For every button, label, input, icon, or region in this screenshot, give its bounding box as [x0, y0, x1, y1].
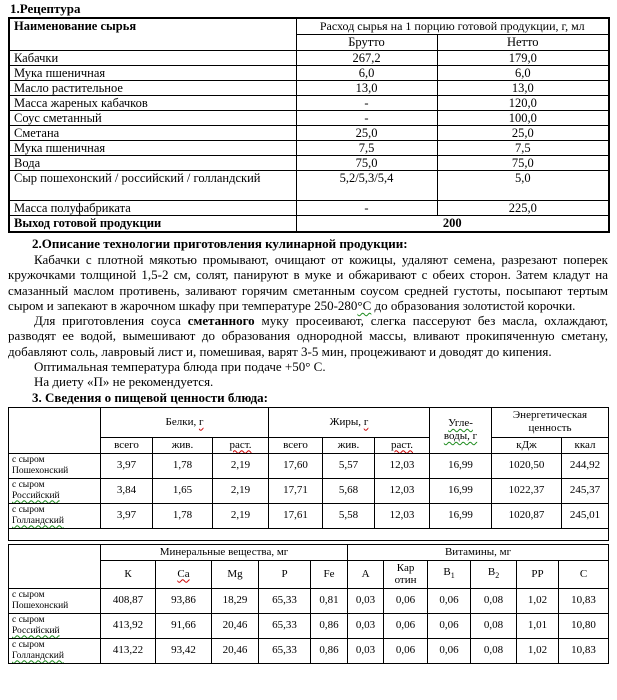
- ingredient-netto: 75,0: [437, 155, 609, 170]
- cell-value: 65,33: [259, 613, 311, 638]
- cell-value: 0,06: [428, 613, 471, 638]
- nutrition-table-macro: [8, 407, 609, 541]
- ingredient-name: Вода: [9, 155, 296, 170]
- ingredient-netto: 100,0: [437, 110, 609, 125]
- kcal-header: ккал: [562, 437, 609, 453]
- yield-label: Выход готовой продукции: [9, 215, 296, 232]
- table-row: [9, 638, 609, 663]
- cell-value: 0,06: [384, 613, 428, 638]
- row-label-line2: Голландский: [12, 515, 64, 526]
- p1-text-end: до образования золотистой корочки.: [371, 297, 576, 313]
- yield-row: [9, 215, 609, 232]
- cell-value: 413,92: [101, 613, 156, 638]
- b2-base: В: [487, 566, 496, 579]
- vitamin-a-header: А: [348, 560, 384, 588]
- ingredient-brutto: 25,0: [296, 125, 437, 140]
- calcium-header: Са: [156, 560, 212, 588]
- cell-value: 0,03: [348, 638, 384, 663]
- ingredient-name: Масса полуфабриката: [9, 200, 296, 215]
- table-row: [9, 80, 609, 95]
- consumption-post: , мл: [565, 19, 585, 33]
- diet-row-label: [9, 588, 101, 613]
- netto-header: Нетто: [437, 34, 609, 50]
- row-label-line2: Пошехонский: [12, 600, 69, 611]
- ingredient-name: Сметана: [9, 125, 296, 140]
- tech-paragraph-1: [8, 252, 608, 313]
- cell-value: 1,02: [517, 638, 559, 663]
- ingredient-brutto: 267,2: [296, 50, 437, 65]
- row-label-line1: с сыром: [12, 614, 45, 625]
- ingredient-brutto: 75,0: [296, 155, 437, 170]
- cell-value: 20,46: [212, 638, 259, 663]
- p2-text: Для приготовления соуса: [34, 313, 188, 329]
- section2-title: 2.Описание технологии приготовления кулинарной продукции:: [32, 236, 408, 251]
- fat-label: Жиры,: [329, 415, 364, 428]
- b2-subscript: 2: [495, 571, 500, 581]
- cell-value: 2,19: [213, 478, 269, 503]
- vitamin-b1-header: [428, 560, 471, 588]
- cell-value: 17,61: [269, 503, 323, 528]
- table-row: [9, 155, 609, 170]
- recipe-table: [8, 17, 610, 233]
- cell-value: 93,86: [156, 588, 212, 613]
- cell-value: 20,46: [212, 613, 259, 638]
- carb-line2: воды, г: [443, 430, 478, 443]
- carotene-line2: отин: [394, 574, 417, 587]
- cell-value: 10,83: [559, 588, 609, 613]
- row-label-line1: с сыром: [12, 589, 45, 600]
- cell-value: 3,97: [101, 503, 153, 528]
- fat-total-header: всего: [269, 437, 323, 453]
- cell-value: 245,37: [562, 478, 609, 503]
- cell-value: 0,06: [428, 638, 471, 663]
- cell-value: 12,03: [375, 453, 430, 478]
- cell-value: 245,01: [562, 503, 609, 528]
- vitamins-group-header: Витамины, мг: [348, 544, 609, 560]
- cell-value: 0,08: [471, 638, 517, 663]
- cell-value: 1020,50: [492, 453, 562, 478]
- protein-plant-header: раст.: [213, 437, 269, 453]
- cell-value: 1,65: [153, 478, 213, 503]
- cell-value: 5,68: [323, 478, 375, 503]
- ingredient-brutto: 7,5: [296, 140, 437, 155]
- cell-value: 16,99: [430, 453, 492, 478]
- table-row: [9, 613, 609, 638]
- ingredient-brutto: -: [296, 200, 437, 215]
- fat-animal-header: жив.: [323, 437, 375, 453]
- carb-header: [430, 407, 492, 453]
- cell-value: 93,42: [156, 638, 212, 663]
- cell-value: 65,33: [259, 588, 311, 613]
- cell-value: 12,03: [375, 478, 430, 503]
- tech-paragraph-3: Оптимальная температура блюда при подаче +50° С.: [34, 359, 326, 375]
- diet-row-label: [9, 478, 101, 503]
- p2-text-end: муку просеивают, слегка пассеруют без масла, охлаждают, разводят ее водой, вымешивают до образования однородной массы, вливают прокипяченную сметану, добавляют соль, лавровый лист и, помешивая, варят 3-5 мин, процеживают и доводят до кипения.: [8, 313, 609, 359]
- recipe-consumption-header: [296, 18, 609, 34]
- cell-value: 408,87: [101, 588, 156, 613]
- ingredient-name: Мука пшеничная: [9, 65, 296, 80]
- cell-value: 244,92: [562, 453, 609, 478]
- fat-plant-header: раст.: [375, 437, 430, 453]
- ingredient-netto: 6,0: [437, 65, 609, 80]
- cell-value: 16,99: [430, 503, 492, 528]
- row-label-line1: с сыром: [12, 454, 45, 465]
- cell-value: 1,78: [153, 503, 213, 528]
- cell-value: 0,06: [384, 588, 428, 613]
- ingredient-brutto: -: [296, 110, 437, 125]
- section3-title: 3. Сведения о пищевой ценности блюда:: [32, 389, 268, 405]
- table-row: [9, 453, 609, 478]
- ingredient-name: Мука пшеничная: [9, 140, 296, 155]
- ingredient-netto: 13,0: [437, 80, 609, 95]
- row-label-line2: Российский: [12, 625, 60, 636]
- row-label-line2: Российский: [12, 490, 60, 501]
- table-row: [9, 125, 609, 140]
- cell-value: 17,71: [269, 478, 323, 503]
- table-row: [9, 110, 609, 125]
- cell-value: 3,97: [101, 453, 153, 478]
- cell-value: 0,81: [311, 588, 348, 613]
- cell-value: 3,84: [101, 478, 153, 503]
- phosphorus-header: Р: [259, 560, 311, 588]
- table-row: [9, 200, 609, 215]
- fat-unit: г: [363, 415, 369, 428]
- protein-unit: г: [198, 415, 204, 428]
- protein-total-header: всего: [101, 437, 153, 453]
- vitamin-pp-header: РР: [517, 560, 559, 588]
- tech-paragraph-4: На диету «П» не рекомендуется.: [34, 374, 214, 390]
- recipe-header-row-1: [9, 18, 609, 34]
- ingredient-brutto: -: [296, 95, 437, 110]
- cell-value: 16,99: [430, 478, 492, 503]
- cell-value: 0,06: [384, 638, 428, 663]
- cell-value: 0,08: [471, 588, 517, 613]
- table-row: [9, 588, 609, 613]
- table-row: [9, 478, 609, 503]
- tech-paragraph-2: [8, 313, 608, 359]
- table-row: [9, 503, 609, 528]
- b1-subscript: 1: [450, 571, 455, 581]
- row-label-line2: Пошехонский: [12, 465, 69, 476]
- diet-row-label: [9, 613, 101, 638]
- empty-spacer-cell: [9, 528, 609, 540]
- p1-degree: °С: [357, 297, 372, 313]
- cell-value: 0,03: [348, 613, 384, 638]
- nutrition2-header-row-1: [9, 544, 609, 560]
- ingredient-netto: 25,0: [437, 125, 609, 140]
- ingredient-brutto: 6,0: [296, 65, 437, 80]
- ingredient-brutto: 5,2/5,3/5,4: [296, 170, 437, 200]
- vitamin-b2-header: [471, 560, 517, 588]
- cell-value: 10,83: [559, 638, 609, 663]
- cell-value: 17,60: [269, 453, 323, 478]
- p2-bold-word: сметанного: [187, 313, 255, 329]
- protein-group-header: [101, 407, 269, 437]
- cell-value: 5,57: [323, 453, 375, 478]
- empty-row: [9, 528, 609, 540]
- cell-value: 10,80: [559, 613, 609, 638]
- cell-value: 0,86: [311, 613, 348, 638]
- nutrition2-corner-cell: [9, 544, 101, 588]
- cell-value: 0,86: [311, 638, 348, 663]
- vitamin-c-header: С: [559, 560, 609, 588]
- magnesium-header: Mg: [212, 560, 259, 588]
- ingredient-netto: 7,5: [437, 140, 609, 155]
- diet-row-label: [9, 503, 101, 528]
- potassium-header: К: [101, 560, 156, 588]
- cell-value: 1,02: [517, 588, 559, 613]
- ingredient-name: Сыр пошехонский / российский / голландский: [9, 170, 296, 200]
- cell-value: 1022,37: [492, 478, 562, 503]
- recipe-name-header: Наименование сырья: [9, 18, 296, 50]
- table-row: [9, 50, 609, 65]
- ingredient-name: Кабачки: [9, 50, 296, 65]
- minerals-group-header: Минеральные вещества, мг: [101, 544, 348, 560]
- ingredient-brutto: 13,0: [296, 80, 437, 95]
- row-label-line2: Голландский: [12, 650, 64, 661]
- ingredient-netto: 179,0: [437, 50, 609, 65]
- ingredient-netto: 5,0: [437, 170, 609, 200]
- kj-header: кДж: [492, 437, 562, 453]
- b1-base: В: [443, 566, 451, 579]
- cell-value: 0,06: [428, 588, 471, 613]
- nutrition-table-micro: [8, 544, 609, 664]
- nutrition1-corner-cell: [9, 407, 101, 453]
- yield-value: 200: [296, 215, 609, 232]
- table-row: [9, 140, 609, 155]
- ingredient-name: Соус сметанный: [9, 110, 296, 125]
- cell-value: 1020,87: [492, 503, 562, 528]
- cell-value: 91,66: [156, 613, 212, 638]
- row-label-line1: с сыром: [12, 479, 45, 490]
- cell-value: 2,19: [213, 453, 269, 478]
- table-row: [9, 95, 609, 110]
- cell-value: 0,03: [348, 588, 384, 613]
- iron-header: Fe: [311, 560, 348, 588]
- cell-value: 2,19: [213, 503, 269, 528]
- cell-value: 18,29: [212, 588, 259, 613]
- cell-value: 413,22: [101, 638, 156, 663]
- protein-animal-header: жив.: [153, 437, 213, 453]
- row-label-line1: с сыром: [12, 639, 45, 650]
- section1-title: 1.Рецептура: [10, 1, 81, 16]
- nutrition1-header-row-1: [9, 407, 609, 437]
- ingredient-name: Масло растительное: [9, 80, 296, 95]
- consumption-pre: Расход сырья на 1 порцию готовой продукции,: [319, 19, 562, 33]
- cell-value: 5,58: [323, 503, 375, 528]
- ingredient-netto: 120,0: [437, 95, 609, 110]
- table-row: [9, 65, 609, 80]
- carotene-line1: Кар: [396, 562, 415, 575]
- consumption-unit: г: [561, 19, 566, 33]
- table-row: [9, 170, 609, 200]
- protein-label: Белки,: [165, 415, 199, 428]
- cell-value: 1,78: [153, 453, 213, 478]
- ingredient-netto: 225,0: [437, 200, 609, 215]
- carotene-header: [384, 560, 428, 588]
- cell-value: 1,01: [517, 613, 559, 638]
- fat-group-header: [269, 407, 430, 437]
- cell-value: 65,33: [259, 638, 311, 663]
- row-label-line1: с сыром: [12, 504, 45, 515]
- cell-value: 0,08: [471, 613, 517, 638]
- diet-row-label: [9, 453, 101, 478]
- energy-group-header: Энергетическая ценность: [492, 407, 609, 437]
- carb-line1: Угле-: [448, 417, 473, 430]
- p1-text: Кабачки с плотной мякотью промывают, очищают от кожицы, удаляют семена, разрезают поперек кружочками толщиной 1,5-2 см, солят, панируют в муке и обжаривают с обеих сторон. Затем кладут на смазанный маслом противень, заливают горячим сметанным соусом средней густоты, посыпают тертым сыром и запекают в жарочном шкафу при температуре 250-280: [8, 252, 608, 313]
- cell-value: 12,03: [375, 503, 430, 528]
- diet-row-label: [9, 638, 101, 663]
- ingredient-name: Масса жареных кабачков: [9, 95, 296, 110]
- brutto-header: Брутто: [296, 34, 437, 50]
